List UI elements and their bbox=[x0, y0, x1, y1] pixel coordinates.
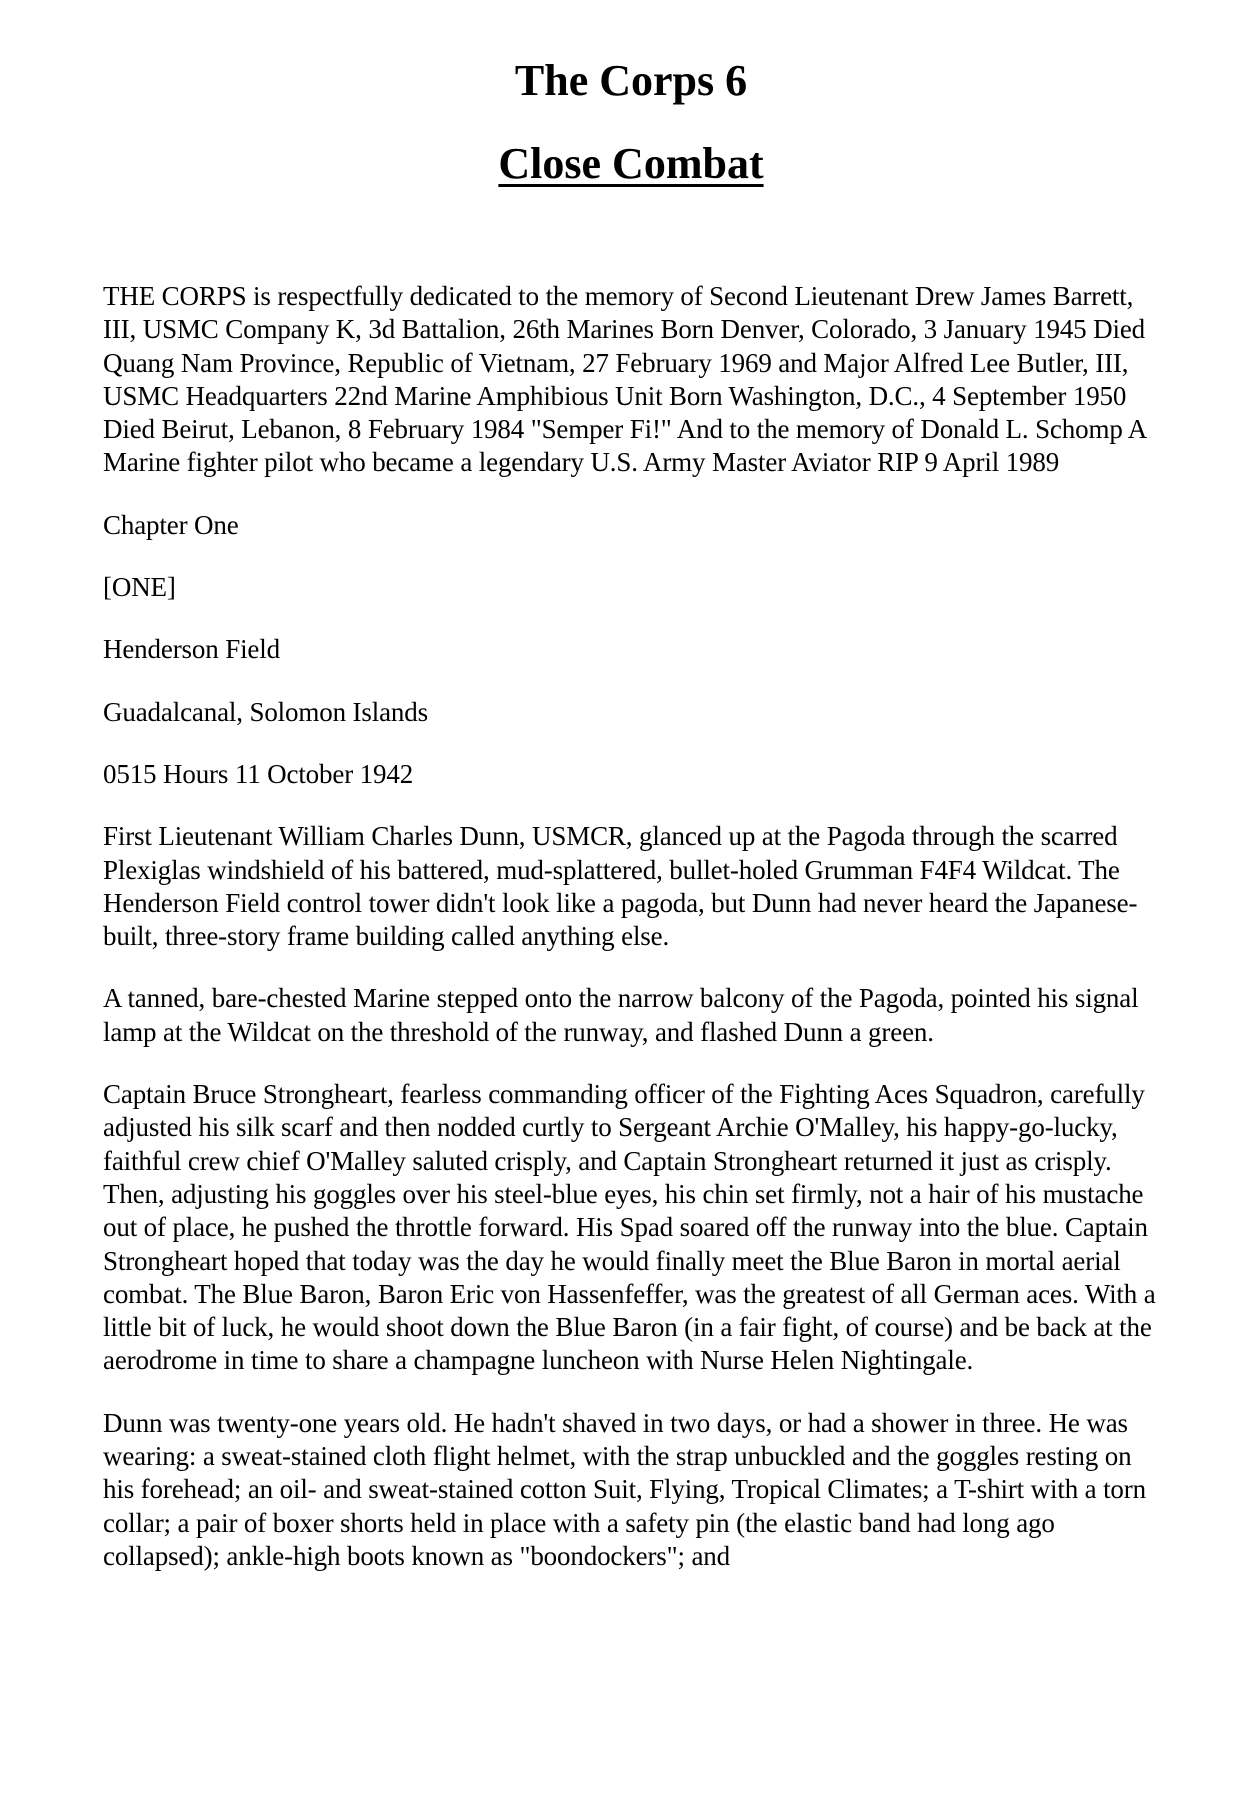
body-paragraph: A tanned, bare-chested Marine stepped onto the narrow balcony of the Pagoda, pointed his signal lamp at the Wildcat on the threshold of the runway, and flashed Dunn a green. bbox=[103, 983, 1139, 1047]
location-line: Henderson Field bbox=[103, 634, 280, 665]
chapter-heading: Chapter One bbox=[103, 509, 239, 540]
body-paragraph: First Lieutenant William Charles Dunn, USMCR, glanced up at the Pagoda through the scarred Plexiglas windshield of his battered, mud-splattered, bullet-holed Grumman F4F4 Wildcat. The Henderson Field control tower didn't look like a pagoda, but Dunn had never heard the Japanese-built, three-story frame building called anything else. bbox=[103, 821, 1138, 952]
dedication-paragraph: THE CORPS is respectfully dedicated to the memory of Second Lieutenant Drew James Barrett, III, USMC Company K, 3d Battalion, 26th Marines Born Denver, Colorado, 3 January 1945 Died Quang Nam Province, Republic of Vietnam, 27 February 1969 and Major Alfred Lee Butler, III, USMC Headquarters 22nd Marine Amphibious Unit Born Washington, D.C., 4 September 1950 Died Beirut, Lebanon, 8 February 1984 "Semper Fi!" And to the memory of Donald L. Schomp A Marine fighter pilot who became a legendary U.S. Army Master Aviator RIP 9 April 1989 bbox=[103, 281, 1146, 478]
document-body bbox=[103, 280, 1163, 1602]
document-subtitle: Close Combat bbox=[498, 139, 764, 188]
date-time-line: 0515 Hours 11 October 1942 bbox=[103, 758, 414, 789]
body-paragraph: Captain Bruce Strongheart, fearless commanding officer of the Fighting Aces Squadron, carefully adjusted his silk scarf and then nodded curtly to Sergeant Archie O'Malley, his happy-go-lucky, faithful crew chief O'Malley saluted crisply, and Captain Strongheart returned it just as crisply. Then, adjusting his goggles over his steel-blue eyes, his chin set firmly, not a hair of his mustache out of place, he pushed the throttle forward. His Spad soared off the runway into the blue. Captain Strongheart hoped that today was the day he would finally meet the Blue Baron in mortal aerial combat. The Blue Baron, Baron Eric von Hassenfeffer, was the greatest of all German aces. With a little bit of luck, he would shoot down the Blue Baron (in a fair fight, of course) and be back at the aerodrome in time to share a champagne luncheon with Nurse Helen Nightingale. bbox=[103, 1079, 1156, 1376]
document-title: The Corps 6 bbox=[514, 56, 748, 105]
location-region-line: Guadalcanal, Solomon Islands bbox=[103, 696, 428, 727]
section-number: [ONE] bbox=[103, 572, 176, 603]
body-paragraph: Dunn was twenty-one years old. He hadn't shaved in two days, or had a shower in three. He was wearing: a sweat-stained cloth flight helmet, with the strap unbuckled and the goggles resting on his forehead; an oil- and sweat-stained cotton Suit, Flying, Tropical Climates; a T-shirt with a torn collar; a pair of boxer shorts held in place with a safety pin (the elastic band had long ago collapsed); ankle-high boots known as "boondockers"; and bbox=[103, 1407, 1146, 1571]
